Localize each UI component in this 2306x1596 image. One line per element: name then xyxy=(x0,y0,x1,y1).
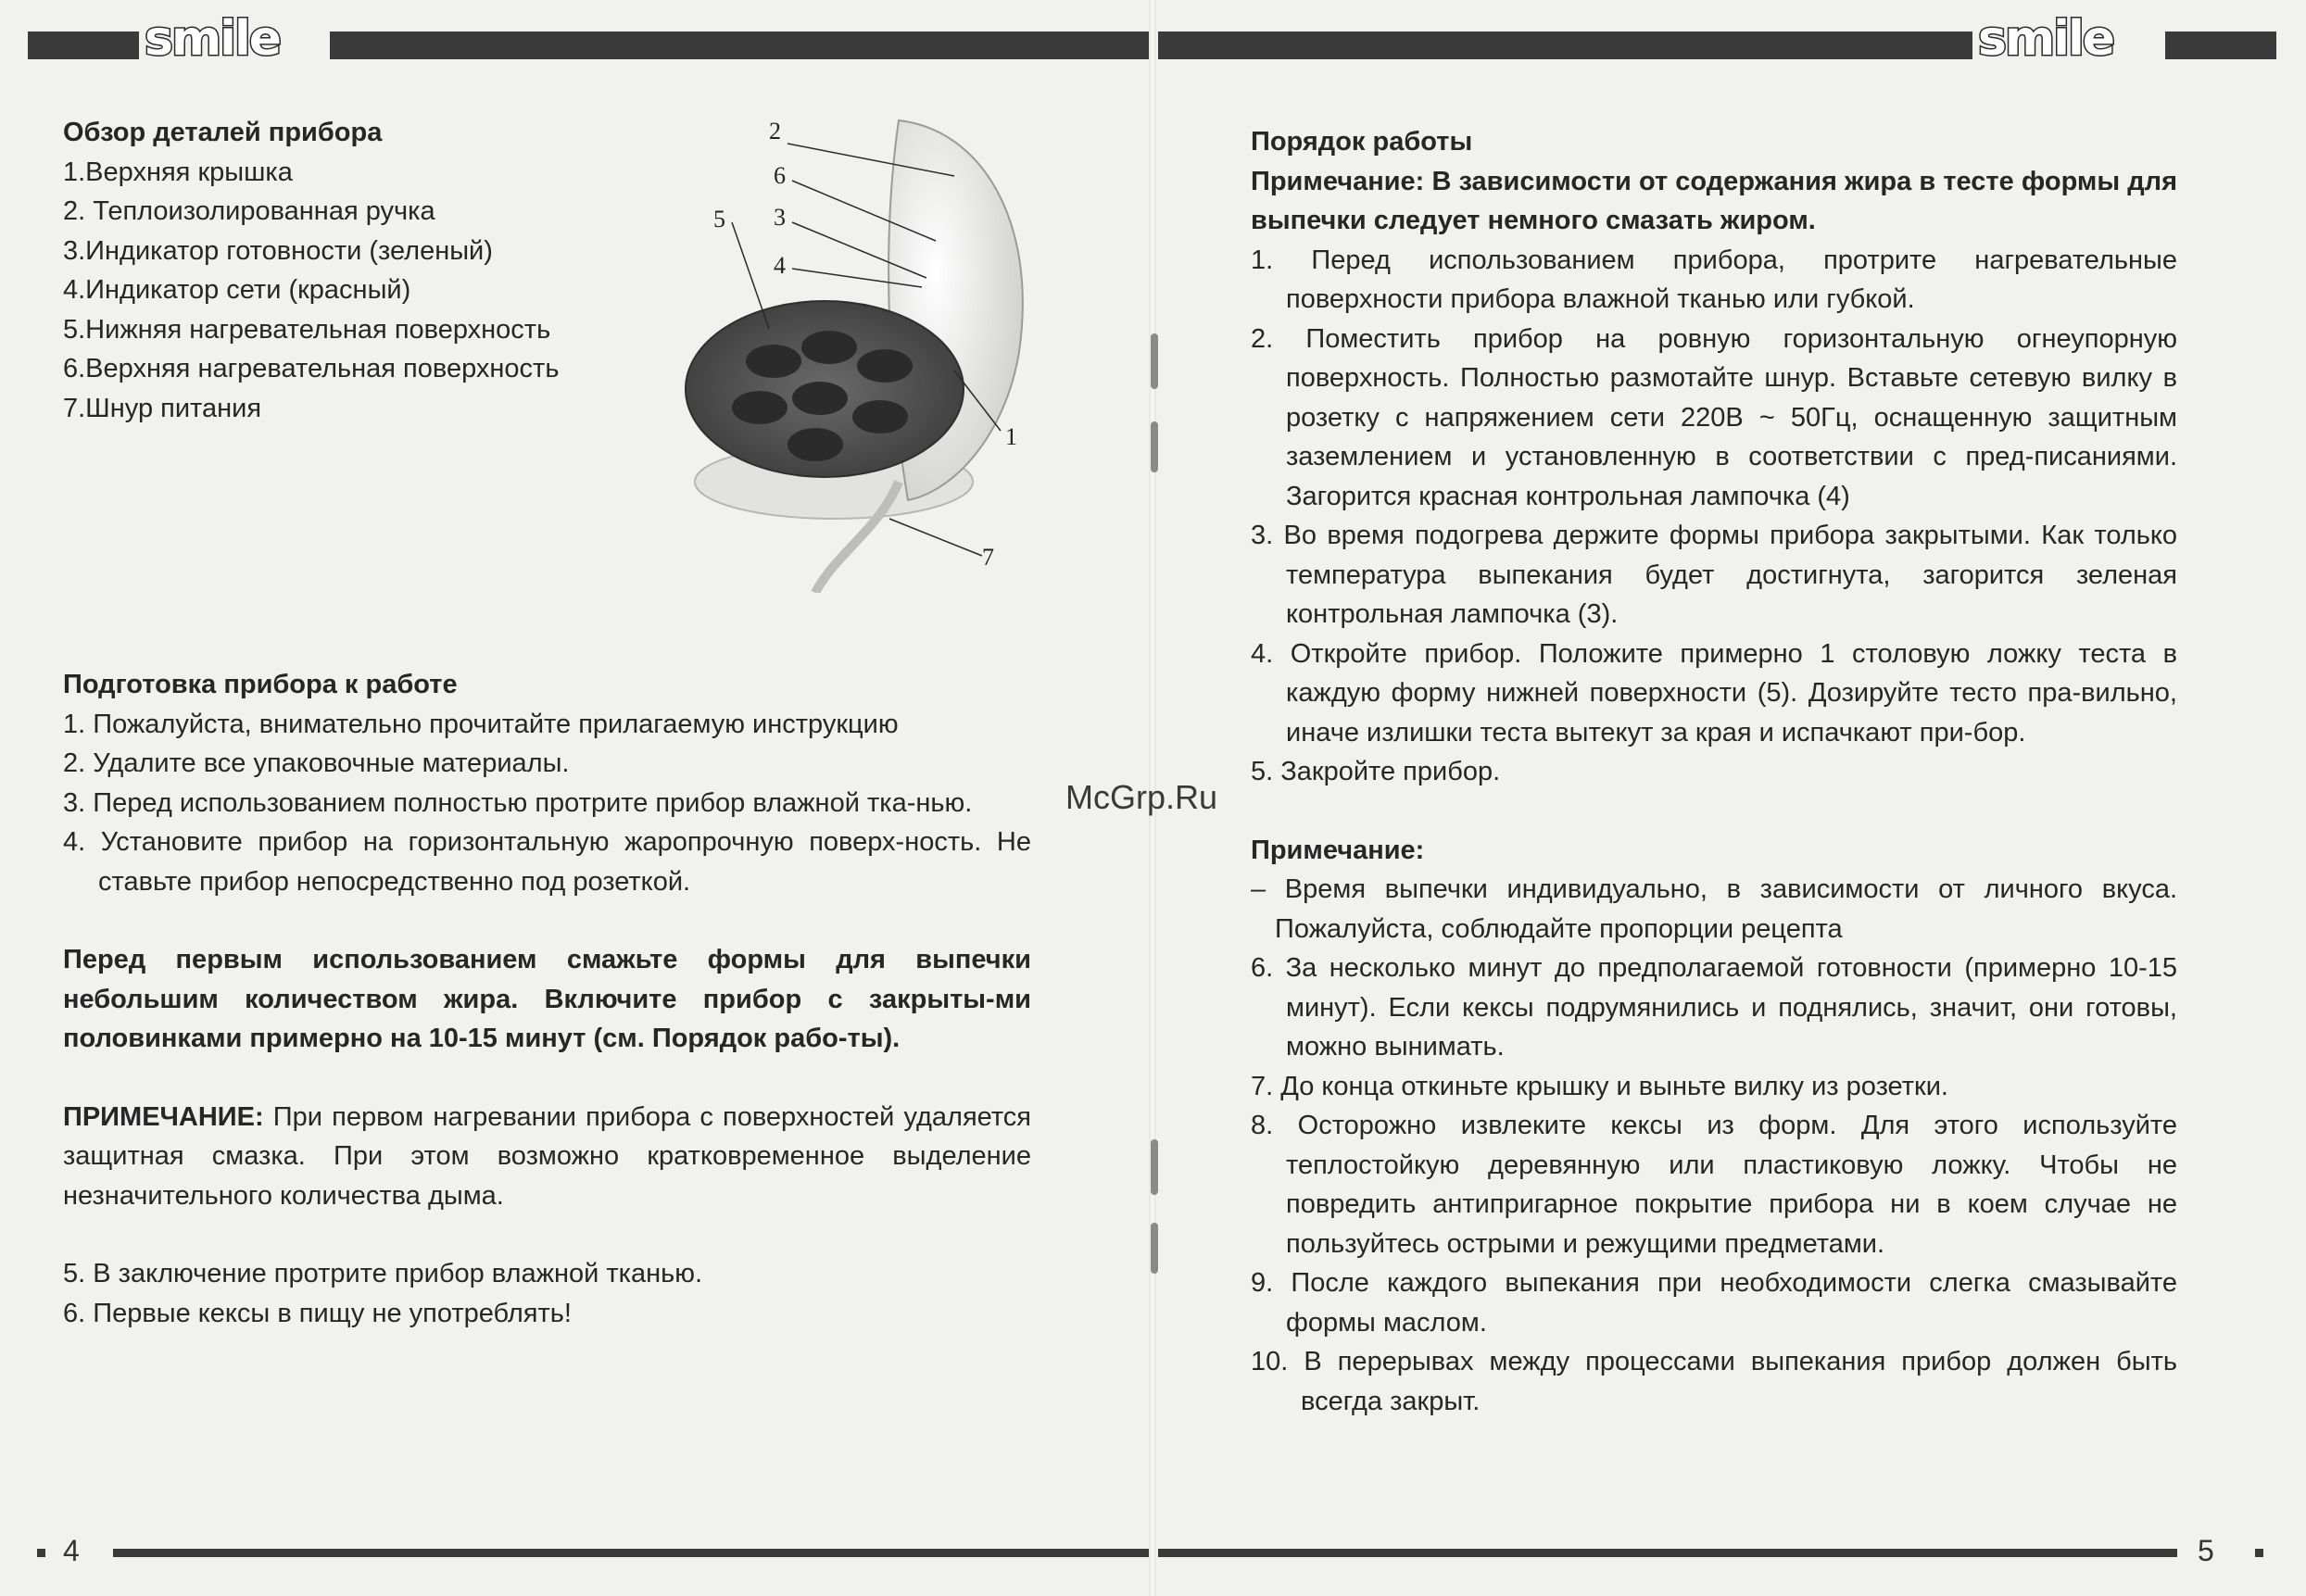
preparation-item: 2. Удалите все упаковочные материалы. xyxy=(63,748,570,778)
header-bar-left-segment xyxy=(28,31,139,59)
page-number: 4 xyxy=(63,1534,80,1567)
page-number: 5 xyxy=(2198,1534,2214,1567)
diagram-label: 7 xyxy=(982,544,994,571)
operation-step: 5. Закройте прибор. xyxy=(1251,757,1501,786)
operation-step: 6. За несколько минут до предполагаемой готовности (примерно 10-15 минут). Если кексы подрумянились и поднялись, значит, они готовы, можно вынимать. xyxy=(1251,953,2177,1062)
parts-item: 7.Шнур питания xyxy=(63,393,262,423)
diagram-label: 6 xyxy=(774,162,786,189)
header-bar-right-segment xyxy=(2165,31,2276,59)
right-page xyxy=(1153,0,2306,1596)
brand-logo: smile xyxy=(1972,13,2119,65)
operation-note-text: – Время выпечки индивидуально, в зависимости от личного вкуса. Пожалуйста, соблюдайте пропорции рецепта xyxy=(1251,874,2177,944)
operation-step: 9. После каждого выпекания при необходимости слегка смазывайте формы маслом. xyxy=(1251,1268,2177,1338)
parts-item: 1.Верхняя крышка xyxy=(63,157,293,187)
parts-item: 6.Верхняя нагревательная поверхность xyxy=(63,354,560,383)
operation-step: 4. Откройте прибор. Положите примерно 1 столовую ложку теста в каждую форму нижней поверхности (5). Дозируйте тесто пра-вильно, иначе излишки теста вытекут за края и испачкают при-бор. xyxy=(1251,638,2177,748)
appliance-diagram xyxy=(676,111,1047,593)
operation-step: 2. Поместить прибор на ровную горизонтальную огнеупорную поверхность. Полностью размотайте шнур. Вставьте сетевую вилку в розетку с напряжением сети 220В ~ 50Гц, оснащенную защитным заземлением и установленную в соответствии с пред-писаниями. Загорится красная контрольная лампочка (4) xyxy=(1251,323,2177,511)
parts-item: 4.Индикатор сети (красный) xyxy=(63,275,411,305)
preparation-title: Подготовка прибора к работе xyxy=(63,670,458,699)
operation-step: 3. Во время подогрева держите формы прибора закрытыми. Как только температура выпекания будет достигнута, загорится зеленая контрольная лампочка (3). xyxy=(1251,521,2177,629)
operation-step: 7. До конца откиньте крышку и выньте вилку из розетки. xyxy=(1251,1071,1948,1101)
header-bar xyxy=(1158,31,1972,59)
diagram-label: 5 xyxy=(713,206,725,232)
appliance-body xyxy=(686,120,1023,593)
operation-step: 8. Осторожно извлеките кексы из форм. Для этого используйте теплостойкую деревянную или пластиковую ложку. Чтобы не повредить антипригарное покрытие прибора ни в коем случае не пользуйтесь острыми и режущими предметами. xyxy=(1251,1111,2177,1259)
operation-note-title: Примечание: xyxy=(1251,835,1425,865)
diagram-label: 2 xyxy=(769,118,781,145)
watermark: McGrp.Ru xyxy=(1065,778,1218,816)
first-heat-note xyxy=(63,1098,1031,1216)
parts-overview-title: Обзор деталей прибора xyxy=(63,118,383,147)
diagram-label: 4 xyxy=(774,252,786,279)
operation-step: 1. Перед использованием прибора, протрите нагревательные поверхности прибора влажной тканью или губкой. xyxy=(1251,245,2177,314)
note-text: При первом нагревании прибора с поверхностей удаляется защитная смазка. При этом возможно кратковременное выделение незначительного количества дыма. xyxy=(63,1101,1031,1211)
parts-overview xyxy=(63,113,656,428)
footer-bar xyxy=(1158,1549,2177,1557)
preparation-item: 3. Перед использованием полностью протрите прибор влажной тка-нью. xyxy=(63,787,973,818)
operation-intro-note: Примечание: В зависимости от содержания жира в тесте формы для выпечки следует немного смазать жиром. xyxy=(1251,166,2177,235)
final-item: 6. Первые кексы в пищу не употреблять! xyxy=(63,1298,572,1328)
parts-item: 3.Индикатор готовности (зеленый) xyxy=(63,235,493,266)
brand-logo: smile xyxy=(139,13,285,65)
operation-title: Порядок работы xyxy=(1251,127,1473,157)
first-use-instructions: Перед первым использованием смажьте формы для выпечки небольшим количеством жира. Включите прибор с закрыты-ми половинками примерно на 10-15 минут (см. Порядок рабо-ты). xyxy=(63,945,1031,1053)
diagram-label: 1 xyxy=(1005,423,1017,450)
parts-item: 5.Нижняя нагревательная поверхность xyxy=(63,314,551,345)
header-bar xyxy=(330,31,1149,59)
preparation-item: 4. Установите прибор на горизонтальную жаропрочную поверх-ность. Не ставьте прибор непосредственно под розеткой. xyxy=(63,827,1031,897)
footer-marker xyxy=(2255,1549,2263,1557)
parts-item: 2. Теплоизолированная ручка xyxy=(63,196,435,226)
preparation-section xyxy=(63,665,1031,1333)
preparation-item: 1. Пожалуйста, внимательно прочитайте прилагаемую инструкцию xyxy=(63,709,899,739)
footer-bar xyxy=(113,1549,1149,1557)
diagram-label: 3 xyxy=(774,204,786,231)
footer-marker xyxy=(37,1549,45,1557)
note-label: ПРИМЕЧАНИЕ: xyxy=(63,1101,264,1132)
operation-section xyxy=(1251,122,2177,1421)
operation-step: 10. В перерывах между процессами выпекания прибор должен быть всегда закрыт. xyxy=(1251,1347,2177,1416)
final-item: 5. В заключение протрите прибор влажной тканью. xyxy=(63,1259,703,1288)
